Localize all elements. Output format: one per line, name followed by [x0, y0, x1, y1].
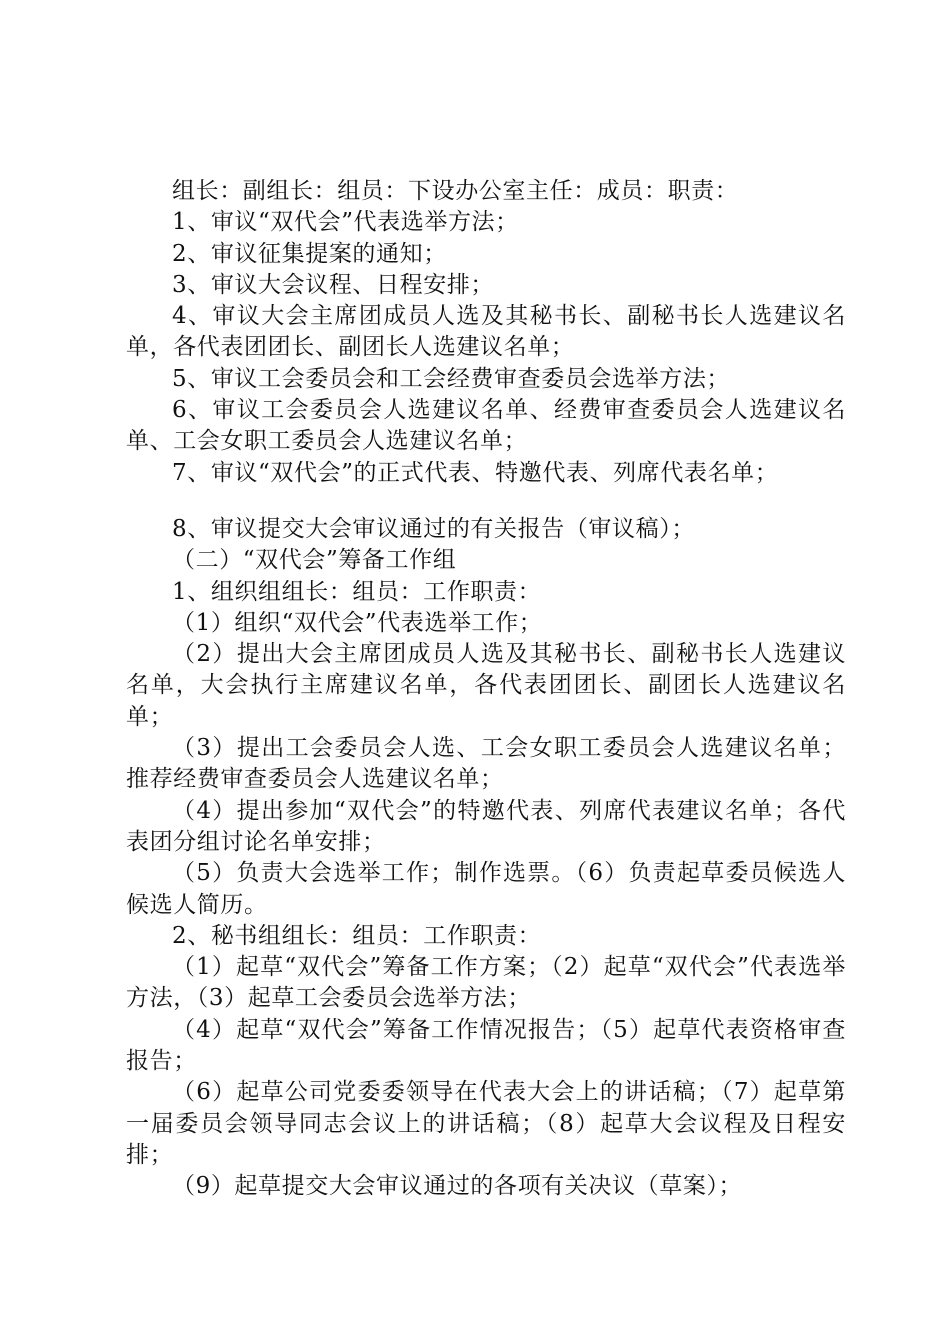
paragraph-item-5: 5、审议工会委员会和工会经费审查委员会选举方法； [172, 365, 731, 392]
paragraph-item-3: 3、审议大会议程、日程安排； [172, 271, 495, 298]
paragraph-organization-group: 1、组织组组长：组员：工作职责： [172, 578, 542, 605]
paragraph-item-4: 4、审议大会主席团成员人选及其秘书长、副秘书长人选建议名单，各代表团团长、副团长人选建议名单； [126, 303, 846, 361]
paragraph-org-duty-3: （3）提出工会委员会人选、工会女职工委员会人选建议名单；推荐经费审查委员会人选建议名单； [126, 735, 846, 793]
paragraph-sec-duty-9: （9）起草提交大会审议通过的各项有关决议（草案）； [172, 1173, 743, 1200]
paragraph-item-8: 8、审议提交大会审议通过的有关报告（审议稿）； [172, 515, 695, 542]
paragraph-item-2: 2、审议征集提案的通知； [172, 240, 447, 267]
paragraph-leadership: 组长：副组长：组员：下设办公室主任：成员：职责： [172, 178, 739, 204]
paragraph-sec-duty-6-8: （6）起草公司党委委领导在代表大会上的讲话稿；（7）起草第一届委员会领导同志会议上的讲话稿；（8）起草大会议程及日程安排； [126, 1079, 846, 1168]
paragraph-sec-duty-1-3: （1）起草“双代会”筹备工作方案；（2）起草“双代会”代表选举方法，（3）起草工会委员会选举方法； [126, 954, 846, 1012]
paragraph-org-duty-1: （1）组织“双代会”代表选举工作； [172, 609, 543, 636]
paragraph-secretary-group: 2、秘书组组长：组员：工作职责： [172, 922, 542, 949]
paragraph-sec-duty-4-5: （4）起草“双代会”筹备工作情况报告；（5）起草代表资格审查报告； [126, 1016, 846, 1075]
paragraph-item-7: 7、审议“双代会”的正式代表、特邀代表、列席代表名单； [172, 459, 779, 486]
paragraph-item-1: 1、审议“双代会”代表选举方法； [172, 209, 519, 236]
document-body [126, 176, 846, 1203]
paragraph-item-6: 6、审议工会委员会人选建议名单、经费审查委员会人选建议名单、工会女职工委员会人选建议名单； [126, 397, 846, 455]
paragraph-org-duty-4: （4）提出参加“双代会”的特邀代表、列席代表建议名单；各代表团分组讨论名单安排； [126, 797, 846, 855]
section-heading-preparation-group: （二）“双代会”筹备工作组 [172, 547, 457, 574]
paragraph-org-duty-5-6: （5）负责大会选举工作；制作选票。（6）负责起草委员候选人候选人简历。 [126, 860, 846, 918]
paragraph-org-duty-2: （2）提出大会主席团成员人选及其秘书长、副秘书长人选建议名单，大会执行主席建议名单，各代表团团长、副团长人选建议名单； [126, 641, 846, 730]
